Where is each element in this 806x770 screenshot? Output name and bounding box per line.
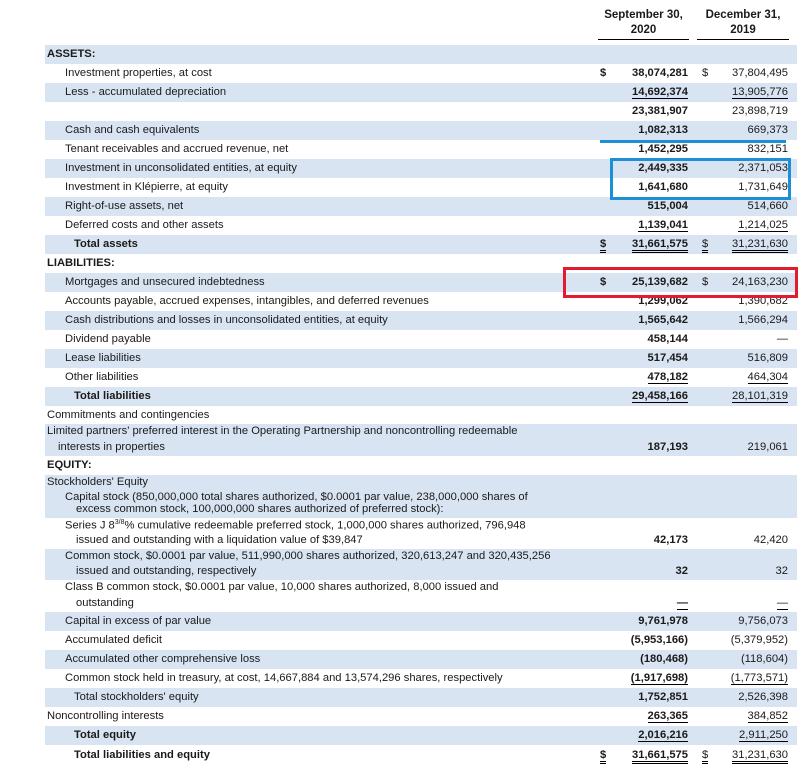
value-sep-2020: 2,016,216 — [638, 729, 688, 741]
value-sep-2020: 1,299,062 — [638, 295, 688, 307]
table-row — [45, 688, 797, 707]
value-dec-2019: 9,756,073 — [738, 615, 788, 627]
value-sep-2020: 458,144 — [647, 333, 688, 345]
value-dec-2019: 516,809 — [747, 352, 788, 364]
value-dec-2019: 42,420 — [753, 534, 788, 546]
value-sep-2020: 263,365 — [647, 710, 688, 722]
table-row — [45, 368, 797, 387]
value-sep-2020: 23,381,907 — [632, 105, 688, 117]
value-dec-2019: 2,371,053 — [738, 162, 788, 174]
value-sep-2020: 187,193 — [647, 441, 688, 453]
row-label: Total stockholders' equity — [74, 691, 199, 703]
row-label: Total liabilities and equity — [74, 749, 210, 761]
value-dec-2019: 37,804,495 — [732, 67, 788, 79]
row-label: Accounts payable, accrued expenses, intangibles, and deferred revenues — [65, 295, 429, 307]
row-label: Total liabilities — [74, 390, 151, 402]
value-sep-2020: 9,761,978 — [638, 615, 688, 627]
row-label: Cash distributions and losses in unconsolidated entities, at equity — [65, 314, 388, 326]
table-row — [45, 490, 797, 518]
table-row — [45, 424, 797, 456]
table-row — [45, 580, 797, 612]
value-sep-2020: 515,004 — [647, 200, 688, 212]
value-dec-2019: 28,101,319 — [732, 390, 788, 402]
row-label: Capital stock (850,000,000 total shares authorized, $0.0001 par value, 238,000,000 shares of — [65, 491, 528, 503]
header-line-2: 2019 — [697, 23, 789, 40]
dollar-sign: $ — [702, 67, 709, 79]
value-sep-2020: (180,468) — [640, 653, 688, 665]
value-sep-2020: 2,449,335 — [638, 162, 688, 174]
table-row — [45, 311, 797, 330]
table-row — [45, 349, 797, 368]
row-label: Right-of-use assets, net — [65, 200, 184, 212]
row-label: Lease liabilities — [65, 352, 141, 364]
row-label: Investment properties, at cost — [65, 67, 212, 79]
table-row — [45, 64, 797, 83]
dollar-sign: $ — [702, 276, 709, 288]
value-sep-2020: 14,692,374 — [632, 86, 688, 98]
table-row — [45, 406, 797, 424]
row-label: Capital in excess of par value — [65, 615, 212, 627]
row-label: Noncontrolling interests — [47, 710, 164, 722]
row-label: Cash and cash equivalents — [65, 124, 200, 136]
value-dec-2019: (118,604) — [740, 653, 788, 665]
row-label: Dividend payable — [65, 333, 151, 345]
header-line-1: December 31, — [705, 9, 781, 21]
table-row — [45, 549, 797, 580]
row-label: Tenant receivables and accrued revenue, net — [65, 143, 289, 155]
dollar-sign: $ — [702, 238, 708, 253]
value-sep-2020: 517,454 — [647, 352, 688, 364]
value-dec-2019: 1,731,649 — [738, 181, 788, 193]
value-dec-2019: 219,061 — [747, 441, 788, 453]
value-dec-2019: 2,911,250 — [739, 729, 788, 741]
row-label: Investment in Klépierre, at equity — [65, 181, 228, 193]
row-label: Class B common stock, $0.0001 par value, 10,000 shares authorized, 8,000 issued and — [65, 581, 499, 593]
column-header-sep-2020 — [598, 8, 689, 40]
row-label: LIABILITIES: — [47, 257, 115, 269]
header-line-2: 2020 — [598, 23, 689, 40]
value-sep-2020: 1,565,642 — [638, 314, 688, 326]
table-row — [45, 650, 797, 669]
value-sep-2020: 38,074,281 — [632, 67, 688, 79]
value-sep-2020: 29,458,166 — [632, 390, 688, 402]
row-label-continuation: issued and outstanding, respectively — [76, 565, 257, 577]
value-dec-2019: 32 — [775, 565, 788, 577]
table-row — [45, 216, 797, 235]
row-label: Other liabilities — [65, 371, 139, 383]
value-dec-2019: 1,566,294 — [738, 314, 788, 326]
value-dec-2019: 23,898,719 — [732, 105, 788, 117]
value-sep-2020: 31,661,575 — [600, 238, 688, 250]
table-row — [45, 456, 797, 475]
table-row — [45, 612, 797, 631]
value-sep-2020: 1,641,680 — [638, 181, 688, 193]
table-row — [45, 45, 797, 64]
row-label-continuation: excess common stock, 100,000,000 shares authorized of preferred stock): — [76, 503, 444, 515]
row-label: Accumulated other comprehensive loss — [65, 653, 261, 665]
header-line-1: September 30, — [604, 9, 683, 21]
row-label: Total equity — [74, 729, 136, 741]
table-row — [45, 121, 797, 140]
value-dec-2019: 1,390,682 — [738, 295, 788, 307]
row-label: Accumulated deficit — [65, 634, 163, 646]
row-label: Series J $8^{3/8}\%$ cumulative redeemable preferred stock, 1,000,000 shares authorized, 796,948 — [65, 519, 526, 532]
table-row — [45, 745, 797, 765]
value-sep-2020: 42,173 — [653, 534, 688, 546]
value-sep-2020: 1,139,041 — [638, 219, 688, 231]
row-label: Investment in unconsolidated entities, at equity — [65, 162, 297, 174]
value-dec-2019: 514,660 — [747, 200, 788, 212]
value-sep-2020: 25,139,682 — [632, 276, 688, 288]
value-sep-2020: (1,917,698) — [630, 672, 688, 684]
value-dec-2019: 384,852 — [747, 710, 788, 722]
value-dec-2019: (5,379,952) — [730, 634, 788, 646]
value-dec-2019: 2,526,398 — [738, 691, 788, 703]
row-label: Common stock held in treasury, at cost, 14,667,884 and 13,574,296 shares, respectively — [65, 672, 503, 684]
value-sep-2020: 1,752,851 — [638, 691, 688, 703]
value-dec-2019: 1,214,025 — [738, 219, 788, 231]
value-dec-2019: 832,151 — [747, 143, 788, 155]
row-label: Deferred costs and other assets — [65, 219, 224, 231]
value-sep-2020: 1,082,313 — [638, 124, 688, 136]
row-label: Less - accumulated depreciation — [65, 86, 227, 98]
value-dec-2019: (1,773,571) — [730, 672, 788, 684]
row-label-continuation: issued and outstanding with a liquidation value of $39,847 — [76, 534, 363, 546]
table-row — [45, 669, 797, 688]
table-row — [45, 518, 797, 549]
dollar-sign: $ — [600, 276, 607, 288]
row-label-continuation: interests in properties — [58, 441, 165, 453]
row-label: Commitments and contingencies — [47, 409, 210, 421]
row-label: ASSETS: — [47, 48, 96, 60]
column-header-dec-2019 — [697, 8, 789, 40]
value-sep-2020: 1,452,295 — [638, 143, 688, 155]
row-label: Limited partners' preferred interest in the Operating Partnership and noncontrolling redeemable — [47, 425, 518, 437]
table-row — [45, 235, 797, 254]
value-dec-2019: 13,905,776 — [732, 86, 788, 98]
value-dec-2019: 669,373 — [747, 124, 788, 136]
dollar-sign: $ — [702, 749, 708, 764]
table-row — [45, 475, 797, 490]
red-highlight-box — [563, 267, 798, 298]
value-dec-2019: — — [776, 333, 788, 345]
row-label: Mortgages and unsecured indebtedness — [65, 276, 265, 288]
value-sep-2020: — — [676, 597, 688, 609]
table-row — [45, 631, 797, 650]
value-dec-2019: 31,231,630 — [700, 749, 788, 761]
table-row — [45, 83, 797, 102]
row-label: Total assets — [74, 238, 138, 250]
value-dec-2019: 24,163,230 — [732, 276, 788, 288]
value-dec-2019: 31,231,630 — [700, 238, 788, 250]
row-label-continuation: outstanding — [76, 597, 134, 609]
dollar-sign: $ — [600, 67, 607, 79]
row-label: Stockholders' Equity — [47, 476, 149, 488]
value-sep-2020: 31,661,575 — [600, 749, 688, 761]
table-row — [45, 387, 797, 406]
blue-highlight-line — [600, 140, 786, 143]
value-sep-2020: 32 — [675, 565, 688, 577]
value-dec-2019: 464,304 — [747, 371, 788, 383]
table-row — [45, 330, 797, 349]
value-sep-2020: 478,182 — [647, 371, 688, 383]
row-label: EQUITY: — [47, 459, 92, 471]
dollar-sign: $ — [600, 749, 606, 764]
table-row — [45, 707, 797, 726]
row-label: Common stock, $0.0001 par value, 511,990,000 shares authorized, 320,613,247 and 320,435,256 — [65, 550, 551, 562]
value-dec-2019: — — [776, 597, 788, 609]
table-row — [45, 726, 797, 745]
blue-highlight-box — [610, 158, 791, 200]
dollar-sign: $ — [600, 238, 606, 253]
value-sep-2020: (5,953,166) — [630, 634, 688, 646]
table-row — [45, 102, 797, 121]
